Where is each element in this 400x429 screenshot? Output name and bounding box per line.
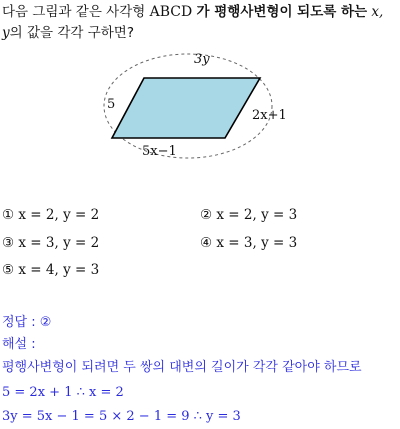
option-3-text: x = 3, y = 2: [18, 235, 100, 251]
option-5-text: x = 4, y = 3: [18, 262, 100, 278]
option-1-number: ①: [2, 207, 15, 223]
option-2-text: x = 2, y = 3: [216, 207, 298, 223]
option-5-number: ⑤: [2, 262, 15, 278]
parallelogram-shape: [112, 78, 260, 138]
question-abcd: ABCD: [149, 4, 193, 20]
question-bold-text: 가 평행사변형이 되도록 하는: [196, 4, 368, 20]
answer-line: 정답 : ②: [2, 315, 52, 330]
label-right-side: 2x+1: [252, 108, 287, 123]
option-1[interactable]: [2, 206, 99, 224]
option-3-number: ③: [2, 235, 15, 251]
question-line-2: [2, 24, 134, 42]
question-var-y: y: [2, 25, 10, 41]
question-line-1: [2, 3, 383, 21]
solution-explanation: 평행사변형이 되려면 두 쌍의 대변의 길이가 각각 같아야 하므로: [2, 360, 362, 375]
option-2-number: ②: [200, 207, 213, 223]
question-prefix: 다음 그림과 같은 사각형: [2, 4, 146, 20]
label-bottom-side: 5x−1: [142, 144, 177, 159]
option-4-text: x = 3, y = 3: [216, 235, 298, 251]
option-5[interactable]: [2, 261, 99, 279]
label-left-side: 5: [107, 97, 116, 112]
option-1-text: x = 2, y = 2: [18, 207, 100, 223]
label-top-side: 3y: [194, 52, 210, 67]
solution-equation-1: 5 = 2x + 1 ∴ x = 2: [2, 385, 124, 400]
question-suffix: 의 값을 각각 구하면?: [9, 25, 135, 41]
solution-equation-2: 3y = 5x − 1 = 5 × 2 − 1 = 9 ∴ y = 3: [2, 409, 241, 424]
option-4[interactable]: [200, 234, 297, 252]
solution-heading: 해설 :: [2, 337, 36, 352]
option-3[interactable]: [2, 234, 99, 252]
option-4-number: ④: [200, 235, 213, 251]
question-var-x: x,: [371, 4, 384, 20]
option-2[interactable]: [200, 206, 297, 224]
parallelogram-figure: [100, 48, 287, 168]
